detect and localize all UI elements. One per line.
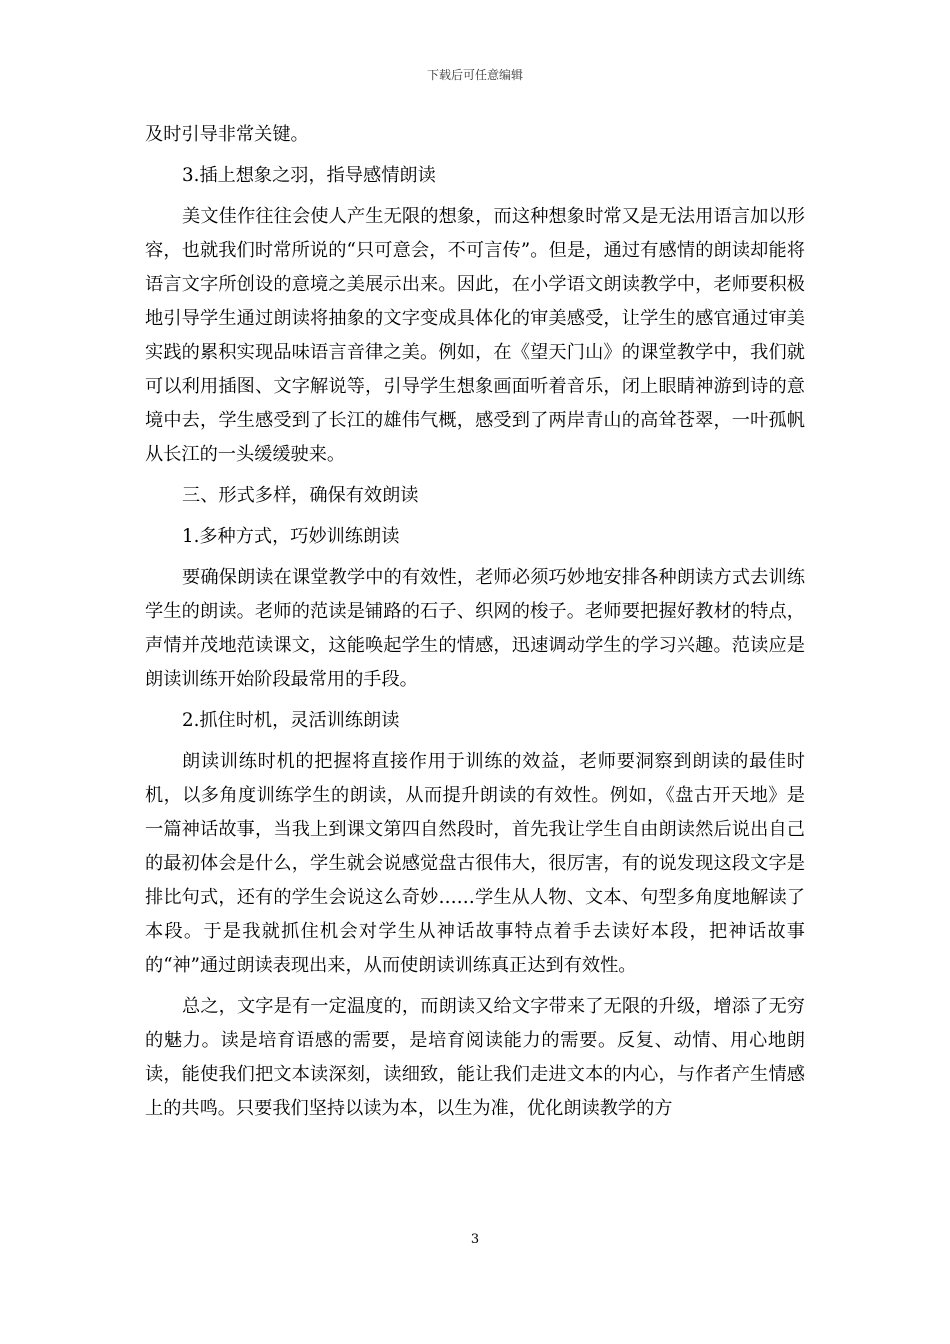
- document-body: [145, 118, 805, 1126]
- page-number: 3: [470, 1232, 480, 1247]
- page-header: 下载后可任意编辑: [426, 68, 523, 82]
- subheading-3: 3.插上想象之羽，指导感情朗读: [182, 165, 436, 186]
- paragraph-imagination: 美文佳作往往会使人产生无限的想象，而这种想象时常又是无法用语言加以形容，也就我们时常所说的“只可意会，不可言传”。但是，通过有感情的朗读却能将语言文字所创设的意境之美展示出来。因此，在小学语文朗读教学中，老师要积极地引导学生通过朗读将抽象的文字变成具体化的审美感受，让学生的感官通过审美实践的累积实现品味语言音律之美。例如，在《望天门山》的课堂教学中，我们就可以利用插图、文字解说等，引导学生想象画面听着音乐，闭上眼睛神游到诗的意境中去，学生感受到了长江的雄伟气概，感受到了两岸青山的高耸苍翠，一叶孤帆从长江的一头缓缓驶来。: [145, 206, 805, 465]
- paragraph-methods: 要确保朗读在课堂教学中的有效性，老师必须巧妙地安排各种朗读方式去训练学生的朗读。老师的范读是铺路的石子、织网的梭子。老师要把握好教材的特点，声情并茂地范读课文，这能唤起学生的情感，迅速调动学生的学习兴趣。范读应是朗读训练开始阶段最常用的手段。: [145, 567, 805, 690]
- paragraph-conclusion: 总之，文字是有一定温度的，而朗读又给文字带来了无限的升级，增添了无穷的魅力。读是培育语感的需要，是培育阅读能力的需要。反复、动情、用心地朗读，能使我们把文本读深刻，读细致，能让我们走进文本的内心，与作者产生情感上的共鸣。只要我们坚持以读为本，以生为准，优化朗读教学的方: [145, 996, 805, 1119]
- subheading-1: 1.多种方式，巧妙训练朗读: [182, 526, 400, 547]
- paragraph-timing: 朗读训练时机的把握将直接作用于训练的效益，老师要洞察到朗读的最佳时机，以多角度训练学生的朗读，从而提升朗读的有效性。例如，《盘古开天地》是一篇神话故事，当我上到课文第四自然段时，首先我让学生自由朗读然后说出自己的最初体会是什么，学生就会说感觉盘古很伟大，很厉害，有的说发现这段文字是排比句式，还有的学生会说这么奇妙……学生从人物、文本、句型多角度地解读了本段。于是我就抓住机会对学生从神话故事特点着手去读好本段，把神话故事的“神”通过朗读表现出来，从而使朗读训练真正达到有效性。: [145, 751, 805, 976]
- subheading-2: 2.抓住时机，灵活训练朗读: [182, 710, 400, 731]
- section-heading-3: 三、形式多样，确保有效朗读: [182, 485, 419, 506]
- paragraph-continuation: 及时引导非常关键。: [145, 124, 309, 145]
